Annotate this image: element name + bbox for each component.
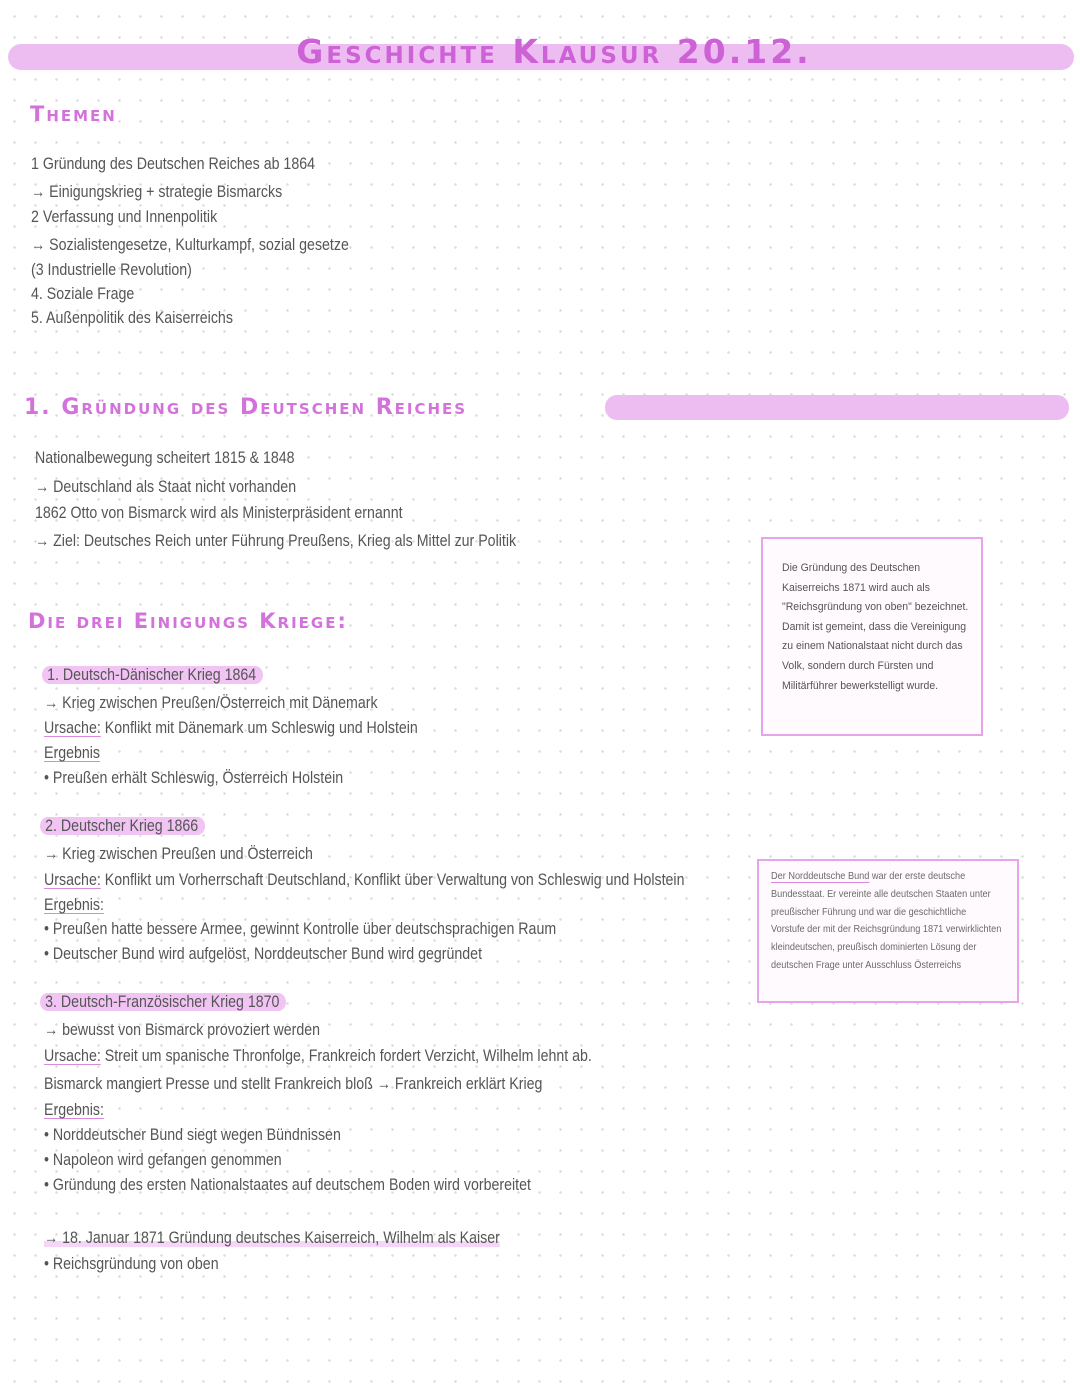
note2-lead: Der Norddeutsche Bund <box>771 871 870 882</box>
war1-result-label <box>44 743 100 763</box>
war1-title <box>42 665 263 685</box>
conclusion-bullet: • Reichsgründung von oben <box>44 1255 219 1273</box>
war3-result: • Norddeutscher Bund siegt wegen Bündnissen <box>44 1126 341 1144</box>
war2-cause <box>44 870 684 890</box>
page-title: Geschichte Klausur 20.12. <box>296 32 812 71</box>
war3-cause-label: Ursache: <box>44 1047 101 1065</box>
war1-cause-text: Konflikt mit Dänemark um Schleswig und Holstein <box>100 719 418 737</box>
themen-item: → Einigungskrieg + strategie Bismarcks <box>31 183 283 201</box>
war3-result: • Napoleon wird gefangen genommen <box>44 1151 282 1169</box>
war1-title-text: 1. Deutsch-Dänischer Krieg 1864 <box>42 666 263 684</box>
themen-heading: Themen <box>30 102 117 126</box>
war2-result: • Preußen hatte bessere Armee, gewinnt Kontrolle über deutschsprachigen Raum <box>44 920 557 938</box>
war3-title-text: 3. Deutsch-Französischer Krieg 1870 <box>40 993 286 1011</box>
war3-title <box>40 992 286 1012</box>
war1-result-label-text: Ergebnis <box>44 744 101 762</box>
war3-result: • Gründung des ersten Nationalstaates auf deutschem Boden wird vorbereitet <box>44 1176 531 1194</box>
note-reichsgruendung <box>761 537 983 736</box>
themen-item: 5. Außenpolitik des Kaiserreichs <box>31 309 233 327</box>
themen-item: 4. Soziale Frage <box>31 285 135 303</box>
war2-title <box>40 816 205 836</box>
war2-desc: → Krieg zwischen Preußen und Österreich <box>44 845 313 863</box>
note2-body: war der erste deutsche Bundesstaat. Er vereinte alle deutschen Staaten unter preußischer Führung und war die geschichtliche Vorstufe der mit der Reichsgründung 1871 verwirklichten kleindeutschen, preußisch dominierten Lösung der deutschen Frage unter Ausschluss Österreichs <box>771 871 1002 971</box>
themen-item: 2 Verfassung und Innenpolitik <box>31 208 218 226</box>
war3-cause-cont: Bismarck mangiert Presse und stellt Frankreich bloß → Frankreich erklärt Krieg <box>44 1075 543 1093</box>
kriege-heading: Die drei Einigungs Kriege: <box>28 609 348 633</box>
war3-result-label-text: Ergebnis: <box>44 1101 104 1119</box>
war1-cause <box>44 718 418 738</box>
themen-item: → Sozialistengesetze, Kulturkampf, sozial gesetze <box>31 236 349 254</box>
war3-result-label <box>44 1100 104 1120</box>
war1-desc: → Krieg zwischen Preußen/Österreich mit Dänemark <box>44 694 378 712</box>
war2-result: • Deutscher Bund wird aufgelöst, Norddeutscher Bund wird gegründet <box>44 945 483 963</box>
war2-result-label <box>44 895 104 915</box>
themen-item: (3 Industrielle Revolution) <box>31 261 192 279</box>
themen-item: 1 Gründung des Deutschen Reiches ab 1864 <box>31 155 316 173</box>
war3-cause <box>44 1046 592 1066</box>
note-norddeutscher-bund-text <box>771 868 1001 975</box>
conclusion <box>44 1228 500 1248</box>
note-reichsgruendung-text: Die Gründung des Deutschen Kaiserreichs 1871 wird auch als "Reichsgründung von oben" bezeichnet. Damit ist gemeint, dass die Vereinigung zu einem Nationalstaat nicht durch das Volk, sondern durch Fürsten und Militärführer bewerkstelligt wurde. <box>782 562 969 692</box>
war3-cause-text: Streit um spanische Thronfolge, Frankreich fordert Verzicht, Wilhelm lehnt ab. <box>100 1047 592 1065</box>
section-highlight-bar <box>605 395 1069 420</box>
section-line: → Deutschland als Staat nicht vorhanden <box>35 478 297 496</box>
section-line: Nationalbewegung scheitert 1815 & 1848 <box>35 449 295 467</box>
war2-cause-text: Konflikt um Vorherrschaft Deutschland, Konflikt über Verwaltung von Schleswig und Holstein <box>100 871 685 889</box>
conclusion-text: → 18. Januar 1871 Gründung deutsches Kaiserreich, Wilhelm als Kaiser <box>44 1229 500 1247</box>
section-line: 1862 Otto von Bismarck wird als Ministerpräsident ernannt <box>35 504 403 522</box>
war3-desc: → bewusst von Bismarck provoziert werden <box>44 1021 321 1039</box>
war1-cause-label: Ursache: <box>44 719 101 737</box>
war2-cause-label: Ursache: <box>44 871 101 889</box>
war2-result-label-text: Ergebnis: <box>44 896 104 914</box>
war1-result: • Preußen erhält Schleswig, Österreich Holstein <box>44 769 344 787</box>
note-norddeutscher-bund <box>757 859 1019 1003</box>
section-line: → Ziel: Deutsches Reich unter Führung Preußens, Krieg als Mittel zur Politik <box>35 532 517 550</box>
section-heading: 1. Gründung des Deutschen Reiches <box>24 395 468 420</box>
war2-title-text: 2. Deutscher Krieg 1866 <box>40 817 205 835</box>
